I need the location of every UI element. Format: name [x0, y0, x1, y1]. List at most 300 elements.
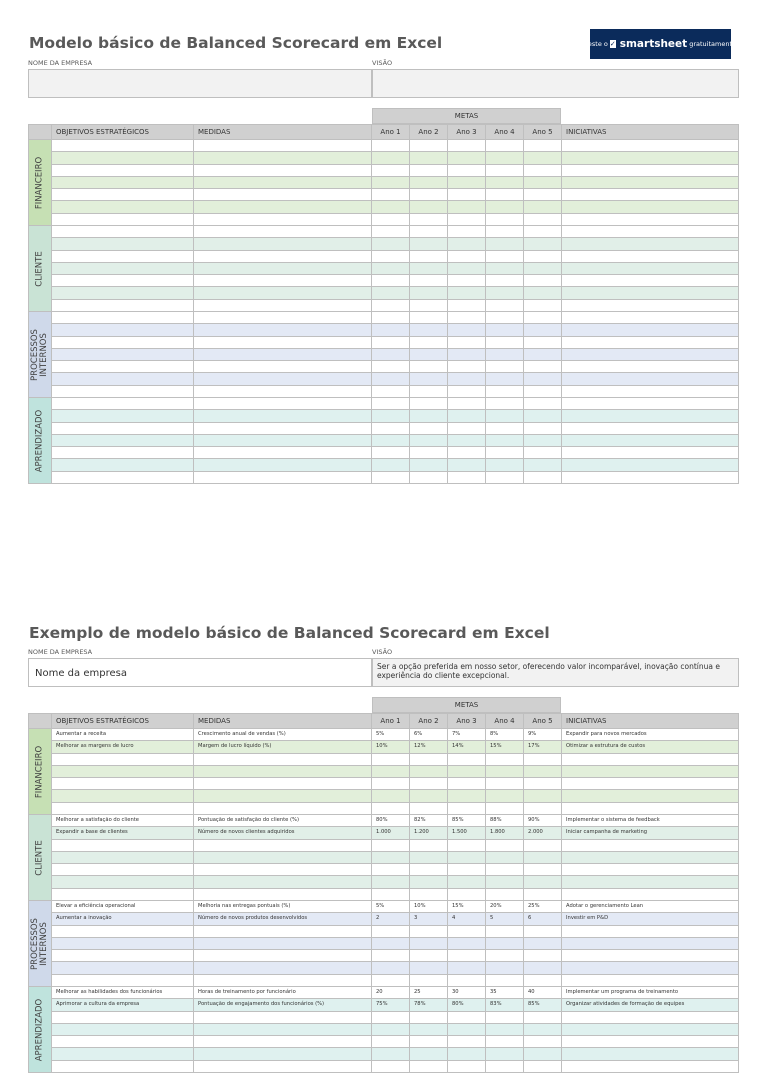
cell-iniciativa[interactable]: [562, 251, 739, 263]
cell-medida[interactable]: Horas de treinamento por funcionário: [194, 987, 372, 999]
cell-ano-2[interactable]: [410, 864, 448, 876]
cell-ano-1[interactable]: [372, 938, 410, 950]
cell-ano-4[interactable]: [486, 140, 524, 152]
cell-medida[interactable]: [194, 275, 372, 287]
cell-ano-1[interactable]: [372, 472, 410, 484]
cell-ano-5[interactable]: [524, 201, 562, 213]
cell-objetivo[interactable]: Melhorar as margens de lucro: [52, 741, 194, 753]
cell-objetivo[interactable]: [52, 287, 194, 299]
cell-ano-5[interactable]: [524, 287, 562, 299]
cell-ano-4[interactable]: [486, 938, 524, 950]
cell-medida[interactable]: [194, 361, 372, 373]
cell-ano-4[interactable]: [486, 790, 524, 802]
cell-iniciativa[interactable]: [562, 165, 739, 177]
cell-medida[interactable]: [194, 410, 372, 422]
cell-iniciativa[interactable]: [562, 152, 739, 164]
cell-ano-4[interactable]: [486, 152, 524, 164]
cell-ano-1[interactable]: 2: [372, 913, 410, 925]
cell-ano-2[interactable]: [410, 349, 448, 361]
cell-ano-2[interactable]: [410, 201, 448, 213]
cell-medida[interactable]: [194, 398, 372, 410]
cell-medida[interactable]: Número de novos produtos desenvolvidos: [194, 913, 372, 925]
cell-iniciativa[interactable]: [562, 410, 739, 422]
cell-objetivo[interactable]: [52, 337, 194, 349]
cell-objetivo[interactable]: Aprimorar a cultura da empresa: [52, 999, 194, 1011]
cell-ano-2[interactable]: [410, 926, 448, 938]
cell-ano-1[interactable]: [372, 447, 410, 459]
cell-medida[interactable]: [194, 189, 372, 201]
cell-ano-1[interactable]: [372, 1061, 410, 1073]
cell-medida[interactable]: [194, 337, 372, 349]
cell-ano-1[interactable]: [372, 435, 410, 447]
cell-ano-2[interactable]: [410, 361, 448, 373]
cell-iniciativa[interactable]: [562, 926, 739, 938]
cell-ano-4[interactable]: 88%: [486, 815, 524, 827]
cell-ano-5[interactable]: 9%: [524, 729, 562, 741]
cell-objetivo[interactable]: [52, 459, 194, 471]
cell-ano-3[interactable]: [448, 349, 486, 361]
cell-ano-2[interactable]: [410, 852, 448, 864]
cell-objetivo[interactable]: [52, 263, 194, 275]
cell-ano-1[interactable]: [372, 864, 410, 876]
cell-ano-3[interactable]: [448, 447, 486, 459]
cell-ano-3[interactable]: 14%: [448, 741, 486, 753]
cell-objetivo[interactable]: [52, 938, 194, 950]
cell-ano-2[interactable]: 82%: [410, 815, 448, 827]
cell-ano-5[interactable]: [524, 938, 562, 950]
cell-ano-1[interactable]: [372, 803, 410, 815]
cell-medida[interactable]: [194, 238, 372, 250]
cell-ano-1[interactable]: [372, 1048, 410, 1060]
cell-ano-1[interactable]: [372, 926, 410, 938]
cell-ano-4[interactable]: [486, 1048, 524, 1060]
cell-iniciativa[interactable]: [562, 778, 739, 790]
cell-ano-5[interactable]: [524, 386, 562, 398]
cell-ano-2[interactable]: [410, 177, 448, 189]
cell-medida[interactable]: [194, 349, 372, 361]
cell-ano-2[interactable]: [410, 472, 448, 484]
cell-iniciativa[interactable]: [562, 423, 739, 435]
cell-medida[interactable]: [194, 1012, 372, 1024]
cell-medida[interactable]: [194, 373, 372, 385]
cell-ano-5[interactable]: 6: [524, 913, 562, 925]
cell-iniciativa[interactable]: [562, 852, 739, 864]
cell-ano-3[interactable]: [448, 300, 486, 312]
cell-ano-5[interactable]: 25%: [524, 901, 562, 913]
cell-iniciativa[interactable]: [562, 459, 739, 471]
cell-medida[interactable]: [194, 876, 372, 888]
cell-ano-5[interactable]: [524, 1036, 562, 1048]
cell-ano-3[interactable]: [448, 201, 486, 213]
cell-iniciativa[interactable]: Investir em P&D: [562, 913, 739, 925]
cell-ano-2[interactable]: [410, 386, 448, 398]
cell-ano-1[interactable]: [372, 754, 410, 766]
cell-ano-1[interactable]: [372, 840, 410, 852]
cell-ano-3[interactable]: [448, 1036, 486, 1048]
cell-medida[interactable]: [194, 140, 372, 152]
cell-medida[interactable]: [194, 840, 372, 852]
cell-ano-4[interactable]: [486, 349, 524, 361]
cell-medida[interactable]: [194, 975, 372, 987]
cell-iniciativa[interactable]: [562, 938, 739, 950]
cell-ano-5[interactable]: [524, 361, 562, 373]
cell-ano-3[interactable]: [448, 950, 486, 962]
cell-ano-2[interactable]: [410, 950, 448, 962]
cell-ano-2[interactable]: [410, 324, 448, 336]
cell-ano-4[interactable]: 15%: [486, 741, 524, 753]
cell-ano-1[interactable]: 5%: [372, 901, 410, 913]
cell-iniciativa[interactable]: [562, 361, 739, 373]
cell-medida[interactable]: [194, 435, 372, 447]
cell-medida[interactable]: [194, 226, 372, 238]
cell-objetivo[interactable]: [52, 1061, 194, 1073]
cell-objetivo[interactable]: [52, 423, 194, 435]
cell-ano-2[interactable]: [410, 840, 448, 852]
cell-ano-1[interactable]: [372, 975, 410, 987]
cell-ano-5[interactable]: [524, 398, 562, 410]
cell-medida[interactable]: [194, 214, 372, 226]
cell-objetivo[interactable]: [52, 852, 194, 864]
cell-objetivo[interactable]: [52, 950, 194, 962]
cell-iniciativa[interactable]: [562, 324, 739, 336]
cell-medida[interactable]: [194, 766, 372, 778]
cell-ano-3[interactable]: 4: [448, 913, 486, 925]
cell-medida[interactable]: [194, 386, 372, 398]
cell-ano-1[interactable]: [372, 251, 410, 263]
cell-ano-4[interactable]: [486, 852, 524, 864]
cell-ano-3[interactable]: [448, 435, 486, 447]
cell-ano-5[interactable]: [524, 472, 562, 484]
cell-iniciativa[interactable]: [562, 1036, 739, 1048]
cell-ano-4[interactable]: [486, 962, 524, 974]
cell-objetivo[interactable]: [52, 361, 194, 373]
cell-ano-3[interactable]: [448, 938, 486, 950]
cell-ano-5[interactable]: [524, 410, 562, 422]
cell-ano-2[interactable]: [410, 140, 448, 152]
cell-ano-3[interactable]: [448, 263, 486, 275]
cell-ano-1[interactable]: [372, 177, 410, 189]
cell-ano-2[interactable]: 6%: [410, 729, 448, 741]
cell-objetivo[interactable]: [52, 975, 194, 987]
cell-ano-2[interactable]: [410, 447, 448, 459]
cell-ano-3[interactable]: [448, 152, 486, 164]
cell-ano-3[interactable]: [448, 226, 486, 238]
cell-objetivo[interactable]: [52, 410, 194, 422]
cell-medida[interactable]: [194, 300, 372, 312]
cell-ano-4[interactable]: [486, 778, 524, 790]
cell-ano-3[interactable]: [448, 472, 486, 484]
cell-ano-1[interactable]: 75%: [372, 999, 410, 1011]
cell-ano-1[interactable]: [372, 349, 410, 361]
cell-ano-1[interactable]: [372, 226, 410, 238]
cell-ano-4[interactable]: [486, 435, 524, 447]
cell-iniciativa[interactable]: Implementar um programa de treinamento: [562, 987, 739, 999]
cell-ano-4[interactable]: [486, 300, 524, 312]
cell-ano-4[interactable]: [486, 177, 524, 189]
cell-ano-3[interactable]: [448, 1024, 486, 1036]
cell-iniciativa[interactable]: [562, 962, 739, 974]
cell-ano-1[interactable]: [372, 1012, 410, 1024]
cell-ano-3[interactable]: [448, 312, 486, 324]
cell-medida[interactable]: [194, 152, 372, 164]
cell-ano-2[interactable]: [410, 263, 448, 275]
cell-ano-4[interactable]: [486, 312, 524, 324]
cell-medida[interactable]: [194, 312, 372, 324]
cell-ano-4[interactable]: [486, 472, 524, 484]
cell-ano-3[interactable]: [448, 140, 486, 152]
cell-iniciativa[interactable]: [562, 300, 739, 312]
cell-ano-4[interactable]: [486, 398, 524, 410]
cell-ano-3[interactable]: [448, 251, 486, 263]
cell-ano-2[interactable]: [410, 754, 448, 766]
cell-ano-5[interactable]: [524, 803, 562, 815]
cell-ano-4[interactable]: [486, 410, 524, 422]
cell-objetivo[interactable]: [52, 766, 194, 778]
cell-ano-2[interactable]: [410, 766, 448, 778]
cell-iniciativa[interactable]: [562, 950, 739, 962]
cell-medida[interactable]: [194, 950, 372, 962]
cell-ano-4[interactable]: [486, 766, 524, 778]
cell-ano-3[interactable]: [448, 238, 486, 250]
cell-ano-3[interactable]: [448, 337, 486, 349]
cell-ano-5[interactable]: 85%: [524, 999, 562, 1011]
cell-ano-3[interactable]: [448, 177, 486, 189]
cell-ano-1[interactable]: [372, 778, 410, 790]
cell-objetivo[interactable]: [52, 778, 194, 790]
cell-ano-5[interactable]: [524, 950, 562, 962]
cell-medida[interactable]: Número de novos clientes adquiridos: [194, 827, 372, 839]
cell-ano-1[interactable]: [372, 201, 410, 213]
cell-medida[interactable]: [194, 962, 372, 974]
cell-medida[interactable]: [194, 423, 372, 435]
cell-ano-5[interactable]: [524, 263, 562, 275]
cell-ano-1[interactable]: 5%: [372, 729, 410, 741]
cell-ano-2[interactable]: [410, 423, 448, 435]
cell-ano-3[interactable]: [448, 926, 486, 938]
cell-objetivo[interactable]: [52, 1036, 194, 1048]
cell-objetivo[interactable]: [52, 177, 194, 189]
cell-ano-2[interactable]: [410, 373, 448, 385]
cell-ano-5[interactable]: [524, 177, 562, 189]
cell-ano-4[interactable]: [486, 238, 524, 250]
cell-ano-1[interactable]: [372, 852, 410, 864]
cell-ano-1[interactable]: 1.000: [372, 827, 410, 839]
cell-ano-3[interactable]: 1.500: [448, 827, 486, 839]
cell-ano-4[interactable]: [486, 864, 524, 876]
cell-iniciativa[interactable]: [562, 1048, 739, 1060]
cell-iniciativa[interactable]: [562, 864, 739, 876]
cell-iniciativa[interactable]: [562, 766, 739, 778]
cell-ano-1[interactable]: [372, 386, 410, 398]
cell-ano-5[interactable]: [524, 1061, 562, 1073]
cell-objetivo[interactable]: Melhorar a satisfação do cliente: [52, 815, 194, 827]
cell-objetivo[interactable]: [52, 840, 194, 852]
cell-objetivo[interactable]: [52, 472, 194, 484]
cell-ano-5[interactable]: [524, 423, 562, 435]
cell-ano-3[interactable]: [448, 889, 486, 901]
cell-iniciativa[interactable]: [562, 840, 739, 852]
cell-ano-5[interactable]: 17%: [524, 741, 562, 753]
cell-iniciativa[interactable]: [562, 337, 739, 349]
cell-ano-5[interactable]: [524, 275, 562, 287]
cell-ano-2[interactable]: [410, 251, 448, 263]
cell-ano-3[interactable]: [448, 876, 486, 888]
cell-ano-4[interactable]: [486, 337, 524, 349]
cell-medida[interactable]: [194, 778, 372, 790]
cell-ano-4[interactable]: [486, 263, 524, 275]
cell-medida[interactable]: [194, 287, 372, 299]
cell-iniciativa[interactable]: [562, 287, 739, 299]
cell-medida[interactable]: [194, 790, 372, 802]
cell-medida[interactable]: [194, 1061, 372, 1073]
cell-iniciativa[interactable]: [562, 214, 739, 226]
cell-medida[interactable]: [194, 754, 372, 766]
cell-ano-1[interactable]: [372, 263, 410, 275]
cell-ano-5[interactable]: [524, 140, 562, 152]
cell-ano-5[interactable]: [524, 962, 562, 974]
cell-ano-3[interactable]: [448, 803, 486, 815]
cell-ano-5[interactable]: [524, 459, 562, 471]
cell-medida[interactable]: [194, 1024, 372, 1036]
cell-ano-4[interactable]: [486, 373, 524, 385]
cell-ano-4[interactable]: [486, 1012, 524, 1024]
cell-medida[interactable]: [194, 177, 372, 189]
cell-medida[interactable]: [194, 165, 372, 177]
cell-ano-3[interactable]: [448, 189, 486, 201]
cell-ano-3[interactable]: [448, 852, 486, 864]
cell-ano-2[interactable]: [410, 337, 448, 349]
cell-ano-4[interactable]: [486, 287, 524, 299]
cell-medida[interactable]: [194, 1036, 372, 1048]
cell-medida[interactable]: [194, 852, 372, 864]
cell-iniciativa[interactable]: [562, 435, 739, 447]
cell-medida[interactable]: [194, 889, 372, 901]
cell-objetivo[interactable]: [52, 876, 194, 888]
cell-ano-4[interactable]: 8%: [486, 729, 524, 741]
cell-ano-5[interactable]: [524, 300, 562, 312]
cell-ano-5[interactable]: [524, 226, 562, 238]
cell-iniciativa[interactable]: [562, 876, 739, 888]
cell-ano-4[interactable]: [486, 950, 524, 962]
cell-iniciativa[interactable]: [562, 263, 739, 275]
cell-medida[interactable]: [194, 472, 372, 484]
cell-medida[interactable]: [194, 251, 372, 263]
cell-iniciativa[interactable]: [562, 1012, 739, 1024]
cell-ano-5[interactable]: [524, 778, 562, 790]
cell-iniciativa[interactable]: [562, 447, 739, 459]
cell-ano-4[interactable]: 5: [486, 913, 524, 925]
cell-ano-4[interactable]: [486, 275, 524, 287]
cell-ano-5[interactable]: [524, 373, 562, 385]
cell-objetivo[interactable]: [52, 1024, 194, 1036]
cell-ano-3[interactable]: [448, 778, 486, 790]
cell-iniciativa[interactable]: [562, 312, 739, 324]
template-company-field[interactable]: [28, 69, 372, 98]
cell-objetivo[interactable]: [52, 398, 194, 410]
cell-ano-3[interactable]: [448, 790, 486, 802]
cell-objetivo[interactable]: [52, 324, 194, 336]
cell-ano-2[interactable]: [410, 803, 448, 815]
cell-ano-5[interactable]: [524, 435, 562, 447]
cell-ano-1[interactable]: [372, 423, 410, 435]
cell-iniciativa[interactable]: [562, 975, 739, 987]
cell-medida[interactable]: Pontuação de engajamento dos funcionários (%): [194, 999, 372, 1011]
cell-ano-3[interactable]: [448, 459, 486, 471]
cell-objetivo[interactable]: [52, 1012, 194, 1024]
cell-ano-4[interactable]: 83%: [486, 999, 524, 1011]
cell-ano-2[interactable]: 12%: [410, 741, 448, 753]
cell-ano-1[interactable]: [372, 459, 410, 471]
cell-ano-5[interactable]: [524, 337, 562, 349]
cell-ano-5[interactable]: [524, 1024, 562, 1036]
cell-ano-1[interactable]: [372, 152, 410, 164]
cell-objetivo[interactable]: Melhorar as habilidades dos funcionários: [52, 987, 194, 999]
cell-iniciativa[interactable]: Implementar o sistema de feedback: [562, 815, 739, 827]
cell-iniciativa[interactable]: [562, 275, 739, 287]
cell-ano-3[interactable]: 15%: [448, 901, 486, 913]
cell-ano-4[interactable]: [486, 324, 524, 336]
cell-ano-5[interactable]: [524, 754, 562, 766]
cell-ano-4[interactable]: [486, 447, 524, 459]
cell-objetivo[interactable]: [52, 152, 194, 164]
cell-ano-5[interactable]: [524, 214, 562, 226]
cell-ano-3[interactable]: [448, 840, 486, 852]
cell-iniciativa[interactable]: Otimizar a estrutura de custos: [562, 741, 739, 753]
cell-ano-5[interactable]: [524, 152, 562, 164]
cell-iniciativa[interactable]: [562, 386, 739, 398]
cell-iniciativa[interactable]: [562, 201, 739, 213]
cell-medida[interactable]: [194, 938, 372, 950]
cell-ano-5[interactable]: [524, 766, 562, 778]
cell-ano-1[interactable]: [372, 790, 410, 802]
cell-ano-5[interactable]: [524, 926, 562, 938]
cell-objetivo[interactable]: Aumentar a receita: [52, 729, 194, 741]
cell-ano-2[interactable]: [410, 1024, 448, 1036]
cell-objetivo[interactable]: [52, 349, 194, 361]
cell-ano-2[interactable]: [410, 962, 448, 974]
cell-ano-3[interactable]: [448, 287, 486, 299]
cell-ano-5[interactable]: [524, 1048, 562, 1060]
cell-objetivo[interactable]: [52, 275, 194, 287]
cell-ano-2[interactable]: [410, 238, 448, 250]
cell-iniciativa[interactable]: [562, 790, 739, 802]
cell-ano-4[interactable]: [486, 361, 524, 373]
cell-ano-4[interactable]: [486, 226, 524, 238]
cell-ano-1[interactable]: 80%: [372, 815, 410, 827]
cell-medida[interactable]: [194, 926, 372, 938]
cell-ano-2[interactable]: 1.200: [410, 827, 448, 839]
cell-objetivo[interactable]: [52, 201, 194, 213]
cell-ano-2[interactable]: [410, 189, 448, 201]
cell-objetivo[interactable]: [52, 447, 194, 459]
cell-ano-2[interactable]: [410, 152, 448, 164]
cell-ano-1[interactable]: [372, 950, 410, 962]
cell-ano-2[interactable]: [410, 287, 448, 299]
cell-ano-4[interactable]: 1.800: [486, 827, 524, 839]
cell-ano-3[interactable]: [448, 275, 486, 287]
cell-ano-4[interactable]: [486, 386, 524, 398]
cell-ano-2[interactable]: [410, 1012, 448, 1024]
cell-ano-5[interactable]: [524, 852, 562, 864]
cell-ano-2[interactable]: 3: [410, 913, 448, 925]
cell-ano-5[interactable]: [524, 238, 562, 250]
cell-ano-4[interactable]: [486, 754, 524, 766]
cell-ano-5[interactable]: [524, 975, 562, 987]
cell-iniciativa[interactable]: Iniciar campanha de marketing: [562, 827, 739, 839]
cell-ano-3[interactable]: [448, 410, 486, 422]
cell-ano-1[interactable]: [372, 324, 410, 336]
cell-ano-1[interactable]: [372, 189, 410, 201]
